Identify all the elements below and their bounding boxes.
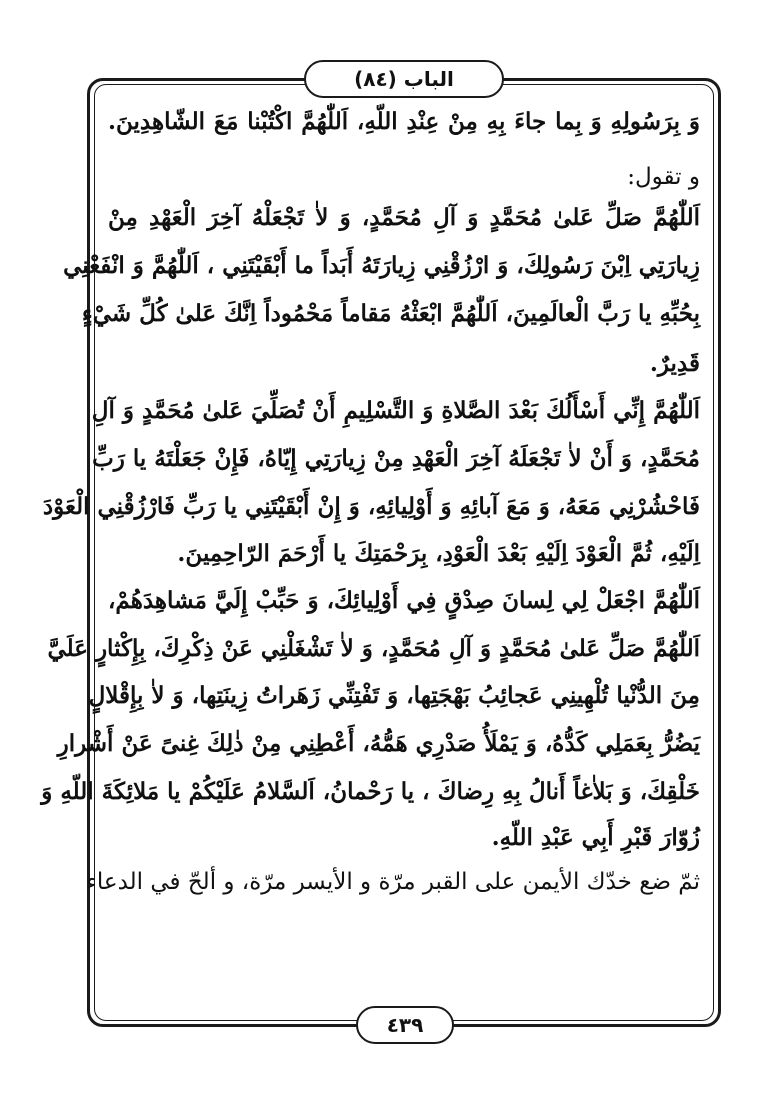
chapter-heading: [304, 60, 504, 98]
page-number: [356, 1006, 454, 1044]
text-line: فَاحْشُرْنِي مَعَهُ، وَ مَعَ آبائِهِ وَ أَوْلِيائِهِ، وَ إِنْ أَبْقَيْتَنِي يا رَبِّ فَارْزُقْنِي الْعَوْدَ: [42, 493, 700, 520]
text-line: اَللّٰهُمَّ اجْعَلْ لِي لِسانَ صِدْقٍ فِي أَوْلِيائِكَ، وَ حَبِّبْ إِلَيَّ مَشاهِدَهُمْ،: [108, 587, 700, 614]
text-line: اِلَيْهِ، ثُمَّ الْعَوْدَ اِلَيْهِ بَعْدَ الْعَوْدِ، بِرَحْمَتِكَ يا أَرْحَمَ الرّاحِمِينَ.: [177, 540, 700, 567]
text-line: قَدِيرٌ.: [649, 350, 700, 377]
text-line: زُوّارَ قَبْرِ أَبِي عَبْدِ اللّهِ.: [491, 824, 700, 851]
text-line: يَضُرُّ بِعَمَلِي كَدُّهُ، وَ يَمْلَأُ صَدْرِي هَمُّهُ، أَعْطِنِي مِنْ ذٰلِكَ غِنىً عَنْ أَشْرارِ: [57, 730, 700, 757]
text-line: بِحُبِّهِ يا رَبَّ الْعالَمِينَ، اَللّٰهُمَّ ابْعَثْهُ مَقاماً مَحْمُوداً اِنَّكَ عَلىٰ كُلِّ شَيْءٍ: [81, 300, 700, 327]
text-line: اَللّٰهُمَّ صَلِّ عَلىٰ مُحَمَّدٍ وَ آلِ مُحَمَّدٍ، وَ لاٰ تَشْغَلْنِي عَنْ ذِكْرِكَ، بِإِكْثارٍ عَلَيَّ: [47, 635, 700, 662]
text-line: خَلْقِكَ، وَ بَلاٰغاً أَنالُ بِهِ رِضاكَ ، يا رَحْمانُ، اَلسَّلامُ عَلَيْكُمْ يا مَلائِكَةَ اللّهِ وَ: [41, 778, 700, 805]
text-line: اَللّٰهُمَّ صَلِّ عَلىٰ مُحَمَّدٍ وَ آلِ مُحَمَّدٍ، وَ لاٰ تَجْعَلْهُ آخِرَ الْعَهْدِ مِنْ: [108, 204, 700, 231]
text-line: اَللّٰهُمَّ إِنِّي أَسْأَلُكَ بَعْدَ الصَّلاةِ وَ التَّسْلِيمِ أَنْ تُصَلِّيَ عَلىٰ مُحَمَّدٍ وَ آلِ: [91, 397, 700, 424]
chapter-title: الباب (٨٤): [354, 67, 454, 91]
text-line: وَ بِرَسُولِهِ وَ بِما جاءَ بِهِ مِنْ عِنْدِ اللّهِ، اَللّٰهُمَّ اكْتُبْنا مَعَ الشّاهِدِينَ.: [108, 108, 700, 135]
text-line: مِنَ الدُّنْيا تُلْهِينِي عَجائِبُ بَهْجَتِها، وَ تَفْتِنِّي زَهَراتُ زِينَتِها، وَ لاٰ بِإِقْلالٍ: [88, 682, 700, 709]
text-line: مُحَمَّدٍ، وَ أَنْ لاٰ تَجْعَلَهُ آخِرَ الْعَهْدِ مِنْ زِيارَتِي إِيّاهُ، فَإِنْ جَعَلْتَهُ يا رَبِّ: [92, 445, 700, 472]
instruction-text: ثمّ ضع خدّك الأيمن على القبر مرّة و الأيسر مرّة، و ألحّ في الدعاء: [86, 869, 700, 895]
text-line: زِيارَتِي اِبْنَ رَسُولِكَ، وَ ارْزُقْنِي زِيارَتَهُ أَبَداً ما أَبْقَيْتَنِي ، اَللّٰهُمَّ وَ انْفَعْنِي: [63, 252, 700, 279]
page-number-label: ٤٣٩: [386, 1013, 424, 1037]
page-text: [41, 96, 700, 896]
text-line: و تقول:: [627, 164, 700, 190]
